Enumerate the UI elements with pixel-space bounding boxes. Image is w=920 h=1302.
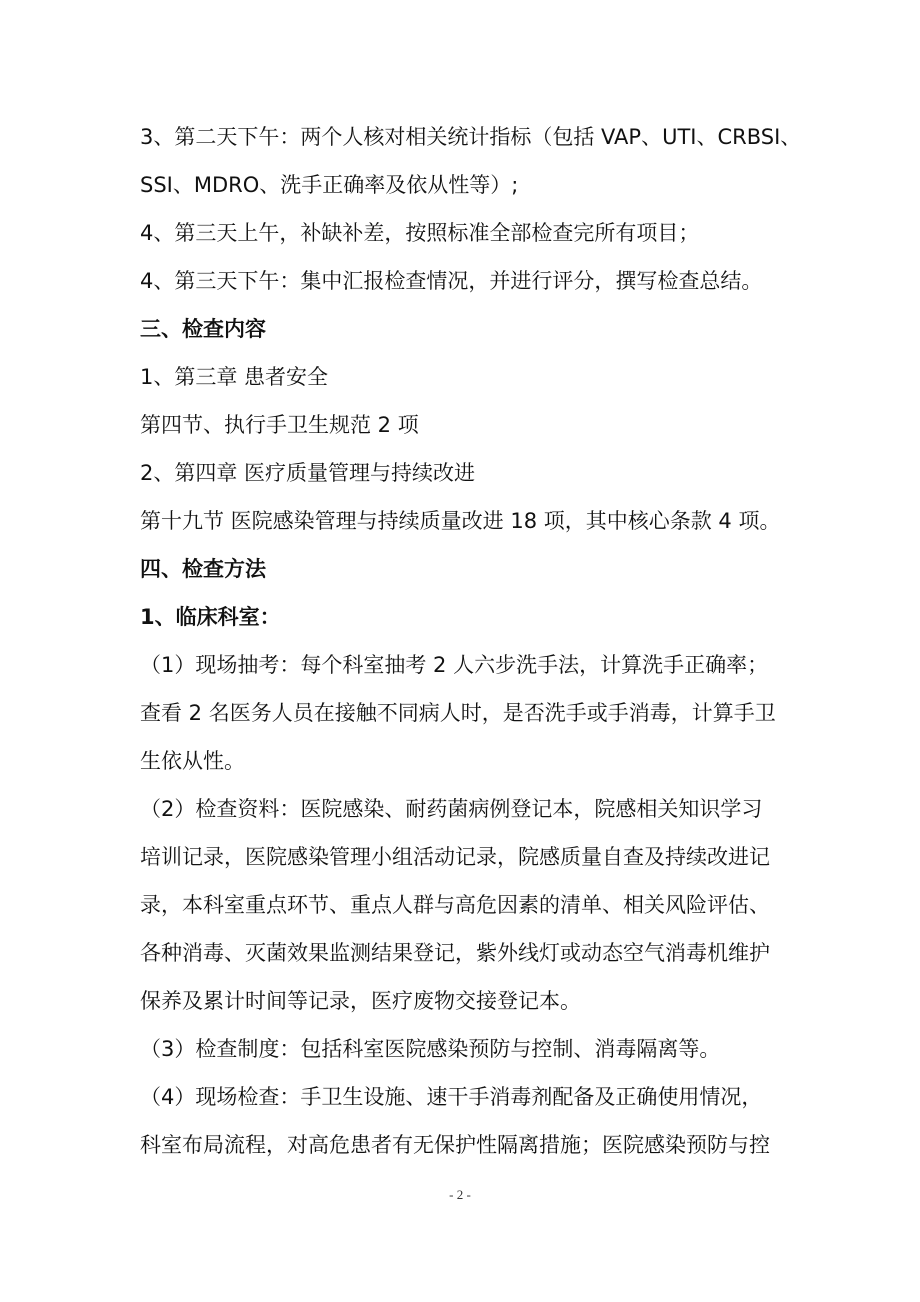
text-line-section-19: 第十九节 医院感染管理与持续质量改进 18 项，其中核心条款 4 项。 <box>140 509 781 533</box>
text-line-onsite-inspection-cont: 科室布局流程，对高危患者有无保护性隔离措施；医院感染预防与控 <box>140 1133 770 1157</box>
page-number: - 2 - <box>449 1187 471 1202</box>
text-line-check-records-cont-4: 保养及累计时间等记录，医疗废物交接登记本。 <box>140 989 581 1013</box>
text-line-onsite-test-cont-1: 查看 2 名医务人员在接触不同病人时，是否洗手或手消毒，计算手卫 <box>140 701 776 725</box>
section-heading-inspection-content: 三、检查内容 <box>140 317 266 341</box>
text-line-chapter-3: 1、第三章 患者安全 <box>140 365 329 389</box>
subheading-clinical-departments: 1、临床科室： <box>140 605 281 629</box>
text-line-section-4: 第四节、执行手卫生规范 2 项 <box>140 413 419 437</box>
text-line-check-records: （2）检查资料：医院感染、耐药菌病例登记本，院感相关知识学习 <box>140 797 763 821</box>
text-line-day2-afternoon-cont: SSI、MDRO、洗手正确率及依从性等）; <box>140 173 519 197</box>
text-line-day2-afternoon: 3、第二天下午：两个人核对相关统计指标（包括 VAP、UTI、CRBSI、 <box>140 125 802 149</box>
text-line-onsite-test: （1）现场抽考：每个科室抽考 2 人六步洗手法，计算洗手正确率； <box>140 653 769 677</box>
text-line-onsite-test-cont-2: 生依从性。 <box>140 749 245 773</box>
section-heading-inspection-method: 四、检查方法 <box>140 557 266 581</box>
text-line-check-records-cont-3: 各种消毒、灭菌效果监测结果登记，紫外线灯或动态空气消毒机维护 <box>140 941 770 965</box>
text-line-check-records-cont-1: 培训记录，医院感染管理小组活动记录，院感质量自查及持续改进记 <box>140 845 770 869</box>
text-line-check-records-cont-2: 录，本科室重点环节、重点人群与高危因素的清单、相关风险评估、 <box>140 893 770 917</box>
text-line-check-policies: （3）检查制度：包括科室医院感染预防与控制、消毒隔离等。 <box>140 1037 721 1061</box>
text-line-day3-afternoon: 4、第三天下午：集中汇报检查情况，并进行评分，撰写检查总结。 <box>140 269 763 293</box>
text-line-chapter-4: 2、第四章 医疗质量管理与持续改进 <box>140 461 476 485</box>
text-line-onsite-inspection: （4）现场检查：手卫生设施、速干手消毒剂配备及正确使用情况， <box>140 1085 763 1109</box>
text-line-day3-morning: 4、第三天上午，补缺补差，按照标准全部检查完所有项目； <box>140 221 700 245</box>
